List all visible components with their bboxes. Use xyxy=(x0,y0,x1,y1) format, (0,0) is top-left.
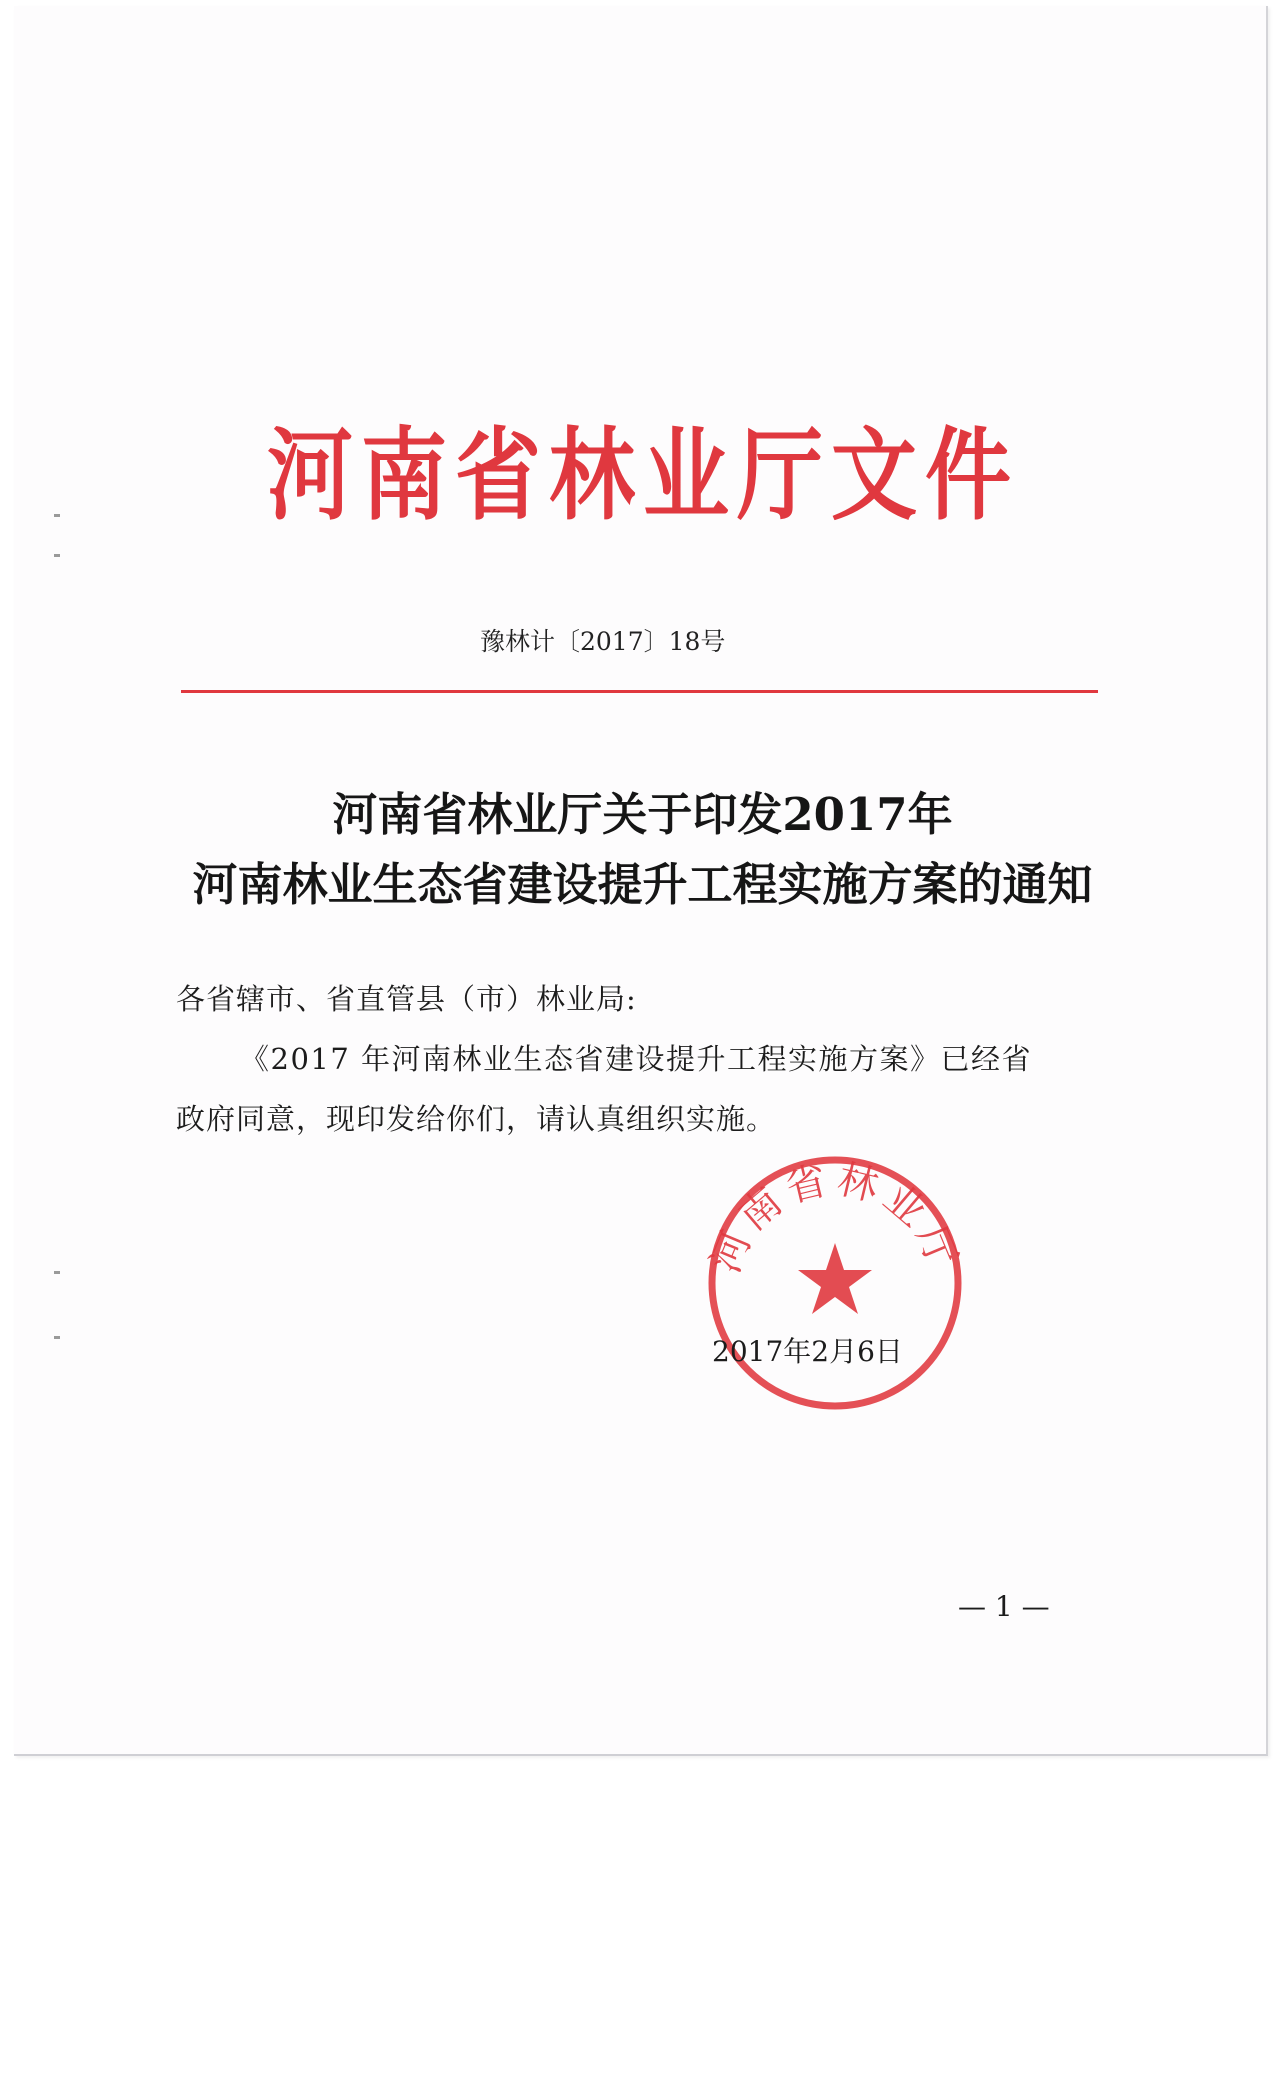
seal-text: 河南省林业厅 xyxy=(702,1156,968,1280)
document-number: 豫林计〔2017〕18号 xyxy=(480,627,726,656)
notice-title-line1: 河南省林业厅关于印发2017年 xyxy=(332,788,953,841)
scan-mark xyxy=(54,514,60,517)
body-paragraph-line1: 《2017 年河南林业生态省建设提升工程实施方案》已经省 xyxy=(240,1042,1033,1076)
body-paragraph-line2: 政府同意，现印发给你们，请认真组织实施。 xyxy=(176,1102,777,1136)
scan-mark xyxy=(54,554,60,557)
scan-mark xyxy=(54,1336,60,1339)
notice-title-line2: 河南林业生态省建设提升工程实施方案的通知 xyxy=(192,858,1093,911)
official-seal-stamp xyxy=(700,1148,970,1418)
issue-date: 2017年2月6日 xyxy=(712,1335,903,1368)
scan-mark xyxy=(54,1271,60,1274)
addressee: 各省辖市、省直管县（市）林业局: xyxy=(176,982,637,1016)
seal-star-icon xyxy=(798,1243,872,1314)
issuer-header-title: 河南省林业厅文件 xyxy=(267,418,1019,535)
page-number: — 1 — xyxy=(958,1590,1050,1623)
red-separator-line xyxy=(181,690,1098,693)
